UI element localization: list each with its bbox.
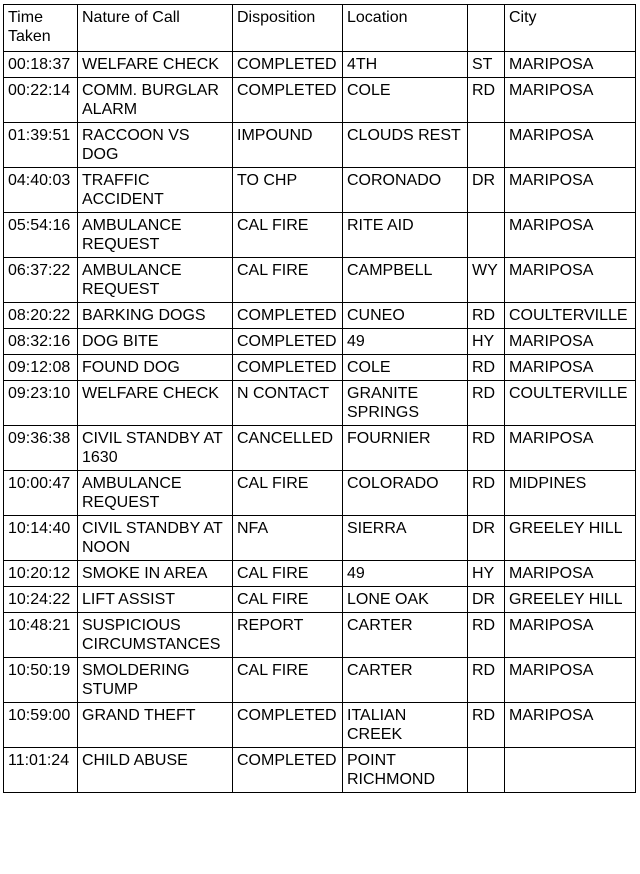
suffix-cell [468,748,505,793]
time-cell: 05:54:16 [4,213,78,258]
suffix-cell: HY [468,561,505,587]
location-cell: CARTER [343,658,468,703]
suffix-cell: RD [468,426,505,471]
nature-cell: DOG BITE [78,329,233,355]
location-cell: 49 [343,329,468,355]
time-cell: 10:50:19 [4,658,78,703]
table-row [4,258,636,303]
time-cell: 09:12:08 [4,355,78,381]
nature-cell: CIVIL STANDBY AT NOON [78,516,233,561]
city-cell: COULTERVILLE [505,381,636,426]
location-cell: CLOUDS REST [343,123,468,168]
suffix-cell: DR [468,168,505,213]
nature-cell: CHILD ABUSE [78,748,233,793]
location-cell: GRANITE SPRINGS [343,381,468,426]
disposition-cell: CAL FIRE [233,213,343,258]
city-cell: MARIPOSA [505,703,636,748]
suffix-cell: DR [468,516,505,561]
suffix-cell [468,213,505,258]
time-cell: 10:00:47 [4,471,78,516]
location-cell: COLE [343,78,468,123]
suffix-cell: HY [468,329,505,355]
table-row [4,516,636,561]
nature-cell: AMBULANCE REQUEST [78,213,233,258]
location-cell: CUNEO [343,303,468,329]
location-cell: COLORADO [343,471,468,516]
city-cell: MARIPOSA [505,561,636,587]
disposition-cell: CAL FIRE [233,561,343,587]
disposition-cell: COMPLETED [233,78,343,123]
nature-cell: SMOLDERING STUMP [78,658,233,703]
disposition-cell: CAL FIRE [233,258,343,303]
location-cell: CAMPBELL [343,258,468,303]
location-cell: LONE OAK [343,587,468,613]
city-cell: MARIPOSA [505,613,636,658]
table-row [4,168,636,213]
city-cell: MARIPOSA [505,168,636,213]
suffix-cell: RD [468,471,505,516]
suffix-cell: RD [468,613,505,658]
table-row [4,52,636,78]
disposition-cell: CAL FIRE [233,471,343,516]
suffix-cell: RD [468,303,505,329]
time-cell: 04:40:03 [4,168,78,213]
table-row [4,303,636,329]
table-row [4,381,636,426]
nature-cell: SMOKE IN AREA [78,561,233,587]
time-cell: 09:23:10 [4,381,78,426]
nature-cell: CIVIL STANDBY AT 1630 [78,426,233,471]
nature-cell: WELFARE CHECK [78,381,233,426]
header-city: City [505,5,636,52]
table-row [4,78,636,123]
city-cell [505,748,636,793]
location-cell: CARTER [343,613,468,658]
disposition-cell: COMPLETED [233,52,343,78]
city-cell: MARIPOSA [505,78,636,123]
header-location: Location [343,5,468,52]
time-cell: 10:48:21 [4,613,78,658]
table-row [4,426,636,471]
city-cell: MARIPOSA [505,658,636,703]
disposition-cell: CAL FIRE [233,587,343,613]
disposition-cell: COMPLETED [233,748,343,793]
nature-cell: BARKING DOGS [78,303,233,329]
time-cell: 00:18:37 [4,52,78,78]
table-row [4,587,636,613]
disposition-cell: N CONTACT [233,381,343,426]
location-cell: COLE [343,355,468,381]
table-row [4,658,636,703]
nature-cell: SUSPICIOUS CIRCUMSTANCES [78,613,233,658]
disposition-cell: TO CHP [233,168,343,213]
disposition-cell: IMPOUND [233,123,343,168]
disposition-cell: COMPLETED [233,329,343,355]
table-row [4,748,636,793]
suffix-cell [468,123,505,168]
nature-cell: LIFT ASSIST [78,587,233,613]
location-cell: ITALIAN CREEK [343,703,468,748]
city-cell: MIDPINES [505,471,636,516]
call-log-table [3,4,636,793]
suffix-cell: RD [468,703,505,748]
time-cell: 08:20:22 [4,303,78,329]
time-cell: 00:22:14 [4,78,78,123]
header-disposition: Disposition [233,5,343,52]
time-cell: 11:01:24 [4,748,78,793]
location-cell: 49 [343,561,468,587]
disposition-cell: COMPLETED [233,703,343,748]
time-cell: 10:14:40 [4,516,78,561]
time-cell: 01:39:51 [4,123,78,168]
table-row [4,329,636,355]
time-cell: 06:37:22 [4,258,78,303]
city-cell: MARIPOSA [505,426,636,471]
suffix-cell: ST [468,52,505,78]
location-cell: POINT RICHMOND [343,748,468,793]
nature-cell: GRAND THEFT [78,703,233,748]
time-cell: 10:20:12 [4,561,78,587]
location-cell: RITE AID [343,213,468,258]
city-cell: GREELEY HILL [505,587,636,613]
table-row [4,123,636,168]
table-row [4,355,636,381]
suffix-cell: WY [468,258,505,303]
header-time-taken: Time Taken [4,5,78,52]
city-cell: MARIPOSA [505,123,636,168]
city-cell: MARIPOSA [505,52,636,78]
suffix-cell: RD [468,658,505,703]
suffix-cell: RD [468,78,505,123]
nature-cell: AMBULANCE REQUEST [78,471,233,516]
header-row [4,5,636,52]
nature-cell: TRAFFIC ACCIDENT [78,168,233,213]
suffix-cell: DR [468,587,505,613]
nature-cell: WELFARE CHECK [78,52,233,78]
header-suffix [468,5,505,52]
time-cell: 10:24:22 [4,587,78,613]
suffix-cell: RD [468,381,505,426]
disposition-cell: REPORT [233,613,343,658]
disposition-cell: COMPLETED [233,355,343,381]
time-cell: 10:59:00 [4,703,78,748]
disposition-cell: CAL FIRE [233,658,343,703]
time-cell: 09:36:38 [4,426,78,471]
nature-cell: FOUND DOG [78,355,233,381]
location-cell: CORONADO [343,168,468,213]
header-nature-of-call: Nature of Call [78,5,233,52]
table-row [4,213,636,258]
city-cell: MARIPOSA [505,213,636,258]
table-row [4,471,636,516]
table-row [4,703,636,748]
time-cell: 08:32:16 [4,329,78,355]
nature-cell: RACCOON VS DOG [78,123,233,168]
city-cell: MARIPOSA [505,258,636,303]
city-cell: MARIPOSA [505,355,636,381]
city-cell: GREELEY HILL [505,516,636,561]
nature-cell: COMM. BURGLAR ALARM [78,78,233,123]
city-cell: COULTERVILLE [505,303,636,329]
location-cell: SIERRA [343,516,468,561]
location-cell: 4TH [343,52,468,78]
disposition-cell: COMPLETED [233,303,343,329]
location-cell: FOURNIER [343,426,468,471]
table-row [4,613,636,658]
disposition-cell: CANCELLED [233,426,343,471]
table-row [4,561,636,587]
disposition-cell: NFA [233,516,343,561]
suffix-cell: RD [468,355,505,381]
city-cell: MARIPOSA [505,329,636,355]
nature-cell: AMBULANCE REQUEST [78,258,233,303]
